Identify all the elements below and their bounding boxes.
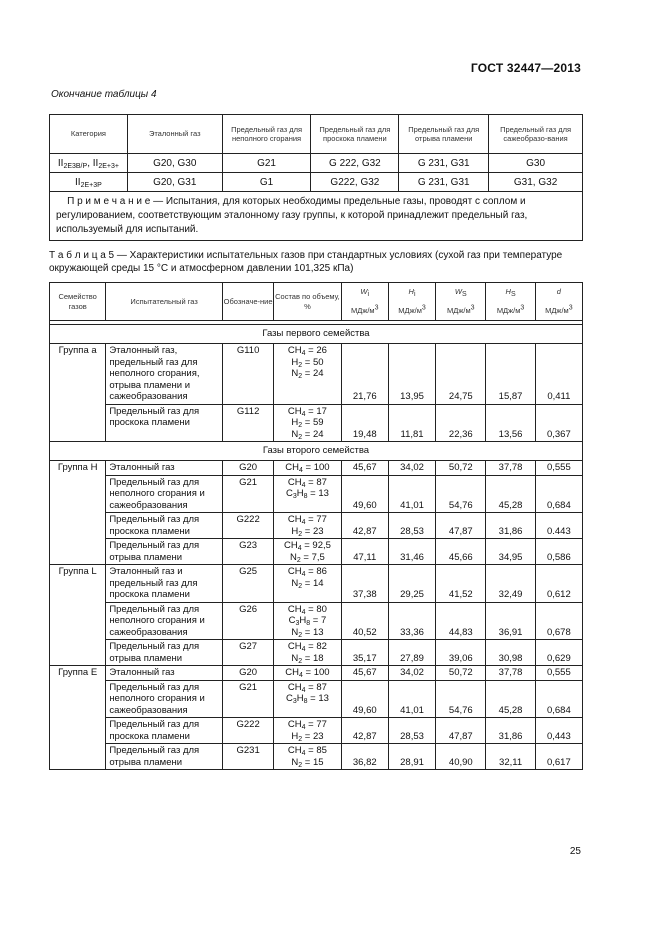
hs-value: 34,95 [486, 539, 535, 565]
caption-label: Т а б л и ц а 5 [49, 250, 115, 261]
gas-name: Предельный газ для отрыва пламени [106, 744, 223, 770]
hs-value: 13,56 [486, 404, 535, 442]
gas-name: Предельный газ для проскока пламени [106, 404, 223, 442]
ws-value: 47,87 [436, 718, 486, 744]
t5-header-hi: $H_i$ МДж/$м^3$ [388, 283, 435, 321]
gas-code: G112 [222, 404, 273, 442]
composition-line: $N_2 = 24$ [291, 368, 324, 380]
gas-composition [274, 718, 341, 744]
gas-composition [274, 513, 341, 539]
composition-line: $N_2 = 24$ [291, 428, 324, 441]
table-row [50, 640, 583, 666]
t5-header-family: Семейство газов [50, 283, 106, 321]
wi-value: 19,48 [341, 404, 388, 442]
composition-line: $CH_4 = 77$ [287, 514, 327, 526]
d-value: 0,678 [535, 602, 582, 640]
category-cell: $II_{2E+3P}$ [50, 173, 128, 192]
ws-value: 24,75 [436, 344, 486, 405]
table-row [50, 461, 583, 476]
composition-line: $CH_4 = 77$ [287, 719, 327, 731]
ws-value: 54,76 [436, 475, 486, 513]
t5-header-gas: Испытательный газ [106, 283, 223, 321]
ws-value: 50,72 [436, 461, 486, 476]
table-5-header-row [50, 283, 583, 321]
gas-name: Предельный газ для проскока пламени [106, 718, 223, 744]
hi-value: 27,89 [388, 640, 435, 666]
gas-name: Предельный газ для проскока пламени [106, 513, 223, 539]
d-value: 0,617 [535, 744, 582, 770]
gas-code: G20 [222, 461, 273, 476]
gas-name: Предельный газ для отрыва пламени [106, 539, 223, 565]
wi-value: 47,11 [341, 539, 388, 565]
ws-value: 54,76 [436, 680, 486, 718]
d-value: 0,555 [535, 461, 582, 476]
composition-line: $N_2 = 14$ [291, 577, 324, 590]
hs-value: 31,86 [486, 718, 535, 744]
gas-code: G21 [222, 475, 273, 513]
composition-line: $C_3H_8 = 13$ [285, 693, 329, 705]
wi-value: 45,67 [341, 461, 388, 476]
t4-header: Эталонный газ [127, 115, 222, 154]
wi-value: 35,17 [341, 640, 388, 666]
composition-line: $C_3H_8 = 13$ [285, 488, 329, 500]
gas-composition [274, 602, 341, 640]
gas-code: G231 [222, 744, 273, 770]
composition-line: $CH_4 = 17$ [287, 405, 327, 418]
t5-header-d: d МДж/$м^3$ [535, 283, 582, 321]
hi-value: 41,01 [388, 475, 435, 513]
gas-code: G20 [222, 666, 273, 681]
gas-composition [274, 539, 341, 565]
group-label: Группа а [50, 344, 106, 442]
t5-header-comp: Состав по объему, % [274, 283, 341, 321]
flashback-cell: G 222, G32 [311, 154, 399, 173]
liftoff-cell: G 231, G31 [399, 173, 489, 192]
hs-value: 31,86 [486, 513, 535, 539]
hs-value: 30,98 [486, 640, 535, 666]
family-title: Газы второго семейства [50, 442, 583, 461]
table-4-note [50, 192, 583, 241]
incomplete-cell: G21 [222, 154, 311, 173]
wi-value: 40,52 [341, 602, 388, 640]
gas-composition [274, 680, 341, 718]
table-row [50, 718, 583, 744]
composition-line: $CH_4 = 100$ [285, 667, 330, 679]
ws-value: 22,36 [436, 404, 486, 442]
composition-line: $H_2 = 23$ [291, 525, 324, 538]
note-text: — Испытания, для которых необходимы предельные газы, проводят с соплом и регулированием, соответствующим эталонному газу группы, к которой принадлежит предельный газ, используемый для испытаний. [56, 196, 528, 235]
ws-value: 50,72 [436, 666, 486, 681]
group-label: Группа Н [50, 461, 106, 565]
table-4 [49, 114, 583, 241]
gas-name: Эталонный газ [106, 666, 223, 681]
wi-value: 42,87 [341, 513, 388, 539]
composition-line: $CH_4 = 86$ [287, 566, 327, 578]
ws-value: 39,06 [436, 640, 486, 666]
composition-line: $C_3H_8 = 7$ [288, 615, 327, 627]
table-4-header-row [50, 115, 583, 154]
composition-line: $CH_4 = 92,5$ [283, 540, 331, 552]
gas-code: G222 [222, 718, 273, 744]
d-value: 0,586 [535, 539, 582, 565]
hs-value: 32,11 [486, 744, 535, 770]
table-row [50, 744, 583, 770]
wi-value: 42,87 [341, 718, 388, 744]
gas-code: G110 [222, 344, 273, 405]
wi-value: 49,60 [341, 475, 388, 513]
gas-name: Эталонный газ [106, 461, 223, 476]
gas-code: G23 [222, 539, 273, 565]
ws-value: 40,90 [436, 744, 486, 770]
hi-value: 28,91 [388, 744, 435, 770]
table-row [50, 666, 583, 681]
composition-line: $CH_4 = 26$ [287, 345, 327, 357]
gas-composition [274, 666, 341, 681]
wi-value: 37,38 [341, 565, 388, 603]
composition-line: $N_2 = 13$ [291, 626, 324, 639]
d-value: 0,684 [535, 475, 582, 513]
gas-composition [274, 744, 341, 770]
d-value: 0,612 [535, 565, 582, 603]
gas-composition [274, 640, 341, 666]
liftoff-cell: G 231, G31 [399, 154, 489, 173]
soot-cell: G31, G32 [489, 173, 583, 192]
hi-value: 28,53 [388, 513, 435, 539]
ws-value: 45,66 [436, 539, 486, 565]
hs-value: 15,87 [486, 344, 535, 405]
composition-line: $CH_4 = 100$ [285, 462, 330, 474]
composition-line: $H_2 = 59$ [291, 417, 324, 429]
t4-header: Предельный газ для сажеобразо-вания [489, 115, 583, 154]
d-value: 0,367 [535, 404, 582, 442]
gas-name: Предельный газ для отрыва пламени [106, 640, 223, 666]
gas-name: Эталонный газ и предельный газ для проскока пламени [106, 565, 223, 603]
soot-cell: G30 [489, 154, 583, 173]
composition-line: $CH_4 = 87$ [287, 476, 327, 489]
hi-value: 13,95 [388, 344, 435, 405]
gas-name: Предельный газ для неполного сгорания и сажеобразования [106, 602, 223, 640]
ref-gas-cell: G20, G31 [127, 173, 222, 192]
d-value: 0,555 [535, 666, 582, 681]
t4-header: Предельный газ для неполного сгорания [222, 115, 311, 154]
wi-value: 45,67 [341, 666, 388, 681]
table-row [50, 173, 583, 192]
t5-header-wi: $W_i$ МДж/$м^3$ [341, 283, 388, 321]
table-row [50, 565, 583, 603]
hs-value: 36,91 [486, 602, 535, 640]
hi-value: 34,02 [388, 666, 435, 681]
gas-name: Эталонный газ, предельный газ для неполного сгорания, отрыва пламени и сажеобразования [106, 344, 223, 405]
d-value: 0,443 [535, 718, 582, 744]
d-value: 0,629 [535, 640, 582, 666]
category-cell: $II_{2E3B/P}$, $II_{2E+3+}$ [50, 154, 128, 173]
group-label: Группа L [50, 565, 106, 666]
gas-name: Предельный газ для неполного сгорания и сажеобразования [106, 680, 223, 718]
gas-code: G222 [222, 513, 273, 539]
table-row [50, 539, 583, 565]
wi-value: 21,76 [341, 344, 388, 405]
hi-value: 34,02 [388, 461, 435, 476]
table-row [50, 154, 583, 173]
composition-line: $N_2 = 15$ [291, 756, 324, 769]
incomplete-cell: G1 [222, 173, 311, 192]
composition-line: $N_2 = 18$ [291, 652, 324, 665]
table-row [50, 680, 583, 718]
flashback-cell: G222, G32 [311, 173, 399, 192]
gas-composition [274, 404, 341, 442]
document-header: ГОСТ 32447—2013 [470, 61, 581, 75]
d-value: 0,684 [535, 680, 582, 718]
d-value: 0,411 [535, 344, 582, 405]
gas-composition [274, 461, 341, 476]
gas-composition [274, 344, 341, 405]
wi-value: 36,82 [341, 744, 388, 770]
group-label: Группа Е [50, 666, 106, 770]
t5-header-hs: $H_S$ МДж/$м^3$ [486, 283, 535, 321]
composition-line: $CH_4 = 80$ [287, 603, 327, 616]
hs-value: 45,28 [486, 680, 535, 718]
hs-value: 32,49 [486, 565, 535, 603]
gas-composition [274, 475, 341, 513]
hi-value: 33,36 [388, 602, 435, 640]
hs-value: 37,78 [486, 461, 535, 476]
composition-line: $CH_4 = 85$ [287, 745, 327, 757]
ref-gas-cell: G20, G30 [127, 154, 222, 173]
ws-value: 41,52 [436, 565, 486, 603]
gas-code: G26 [222, 602, 273, 640]
t5-header-ws: $W_S$ МДж/$м^3$ [436, 283, 486, 321]
gas-code: G25 [222, 565, 273, 603]
composition-line: $H_2 = 23$ [291, 730, 324, 743]
d-value: 0.443 [535, 513, 582, 539]
hi-value: 29,25 [388, 565, 435, 603]
composition-line: $CH_4 = 87$ [287, 681, 327, 694]
t4-header: Предельный газ для отрыва пламени [399, 115, 489, 154]
table-row [50, 513, 583, 539]
hs-value: 37,78 [486, 666, 535, 681]
table-4-note-row [50, 192, 583, 241]
composition-line: $H_2 = 50$ [291, 356, 324, 369]
note-label: П р и м е ч а н и е [67, 196, 151, 207]
gas-code: G21 [222, 680, 273, 718]
hi-value: 41,01 [388, 680, 435, 718]
hs-value: 45,28 [486, 475, 535, 513]
t4-header: Предельный газ для проскока пламени [311, 115, 399, 154]
hi-value: 31,46 [388, 539, 435, 565]
family-row [50, 442, 583, 461]
hi-value: 11,81 [388, 404, 435, 442]
table-continuation-label: Окончание таблицы 4 [51, 89, 157, 100]
hi-value: 28,53 [388, 718, 435, 744]
ws-value: 44,83 [436, 602, 486, 640]
table-row [50, 602, 583, 640]
gas-composition [274, 565, 341, 603]
composition-line: $N_2 = 7,5$ [290, 551, 325, 564]
family-title: Газы первого семейства [50, 325, 583, 344]
composition-line: $CH_4 = 82$ [287, 641, 327, 653]
ws-value: 47,87 [436, 513, 486, 539]
caption-text: — Характеристики испытательных газов при стандартных условиях (сухой газ при температуре окружающей среды 15 °С и атмосферном давлении 101,325 кПа) [49, 250, 563, 274]
wi-value: 49,60 [341, 680, 388, 718]
gas-code: G27 [222, 640, 273, 666]
gas-name: Предельный газ для неполного сгорания и сажеобразования [106, 475, 223, 513]
table-row [50, 344, 583, 405]
page-number: 25 [569, 846, 581, 857]
family-row [50, 325, 583, 344]
table-5 [49, 282, 583, 770]
t4-header: Категория [50, 115, 128, 154]
table-5-caption [49, 249, 584, 275]
table-row [50, 475, 583, 513]
table-row [50, 404, 583, 442]
t5-header-code: Обозначе-ние [222, 283, 273, 321]
